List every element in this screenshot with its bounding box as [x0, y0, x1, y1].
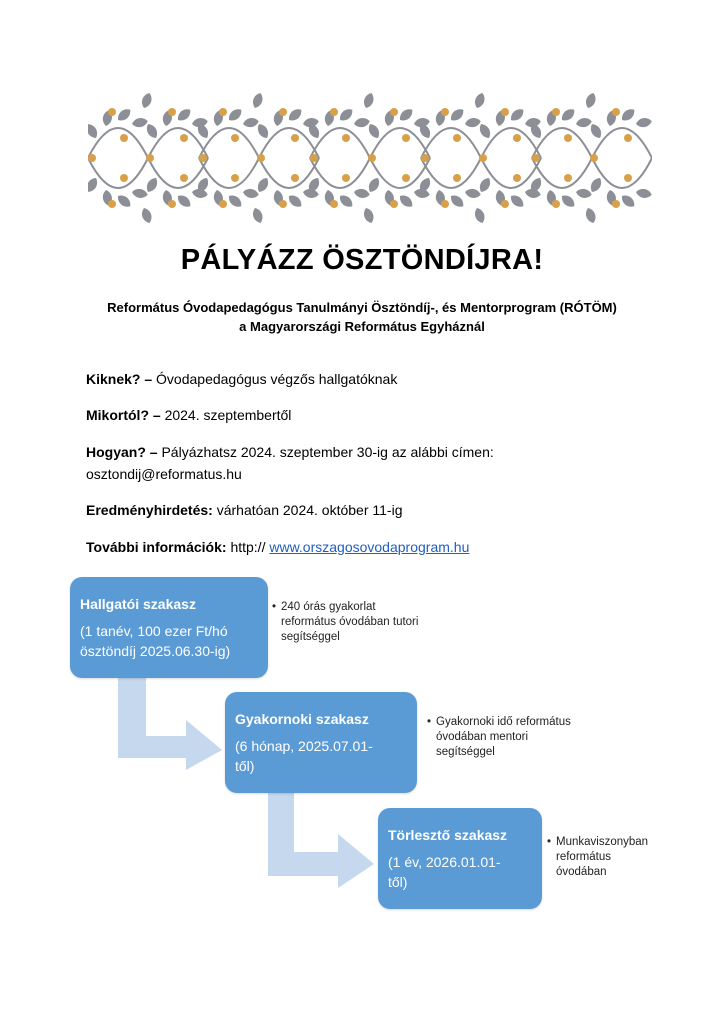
bullet-icon: • — [427, 716, 432, 728]
stage-note-torleszto — [547, 835, 649, 880]
note-line: segítséggel — [281, 631, 340, 643]
page-title: PÁLYÁZZ ÖSZTÖNDÍJRA! — [180, 244, 544, 276]
note-line: református — [556, 851, 611, 863]
stage-detail-line: (6 hónap, 2025.07.01- — [235, 738, 373, 754]
bullet-icon: • — [272, 601, 277, 613]
stage-box-torleszto — [378, 808, 542, 909]
stage-detail-line: től) — [388, 874, 408, 890]
info-hogyan — [86, 441, 494, 485]
stage-detail-line: (1 év, 2026.01.01- — [388, 854, 501, 870]
floral-ornament — [88, 88, 652, 228]
stage-box-gyakornoki — [225, 692, 417, 793]
arrow-stage-1-to-2 — [110, 676, 228, 770]
info-hogyan-email: osztondij@reformatus.hu — [86, 466, 242, 482]
note-line: 240 órás gyakorlat — [281, 601, 376, 613]
stage-title: Hallgatói szakasz — [80, 596, 196, 612]
note-line: óvodában — [556, 866, 607, 878]
subtitle-line-2: a Magyarországi Református Egyháznál — [239, 319, 485, 334]
subtitle-line-1: Református Óvodapedagógus Tanulmányi Ösztöndíj-, és Mentorprogram (RÓTÖM) — [107, 300, 617, 315]
note-line: segítséggel — [436, 746, 495, 758]
note-line: Gyakornoki idő református — [436, 716, 571, 728]
website-link[interactable]: www.orszagosovodaprogram.hu — [269, 539, 470, 555]
info-kiknek-value: Óvodapedagógus végzős hallgatóknak — [156, 371, 398, 387]
info-tovabbi-prefix: http:// — [230, 539, 266, 555]
stage-note-hallgatoi — [272, 600, 419, 645]
stage-box-hallgatoi — [70, 577, 268, 678]
stage-details — [388, 852, 501, 892]
info-kiknek — [86, 368, 397, 390]
info-tovabbi — [86, 536, 469, 558]
stage-details — [235, 736, 373, 776]
info-hogyan-label: Hogyan? – — [86, 444, 158, 460]
stage-title: Gyakornoki szakasz — [235, 711, 369, 727]
arrow-stage-2-to-3 — [262, 792, 380, 888]
bullet-icon: • — [547, 836, 552, 848]
stage-detail-line: től) — [235, 758, 255, 774]
stage-details — [80, 621, 230, 661]
page-subtitle — [0, 298, 724, 336]
info-eredmeny-value: várhatóan 2024. október 11-ig — [216, 502, 403, 518]
note-line: Munkaviszonyban — [556, 836, 649, 848]
stage-detail-line: ösztöndíj 2025.06.30-ig) — [80, 643, 231, 659]
note-line: óvodában mentori — [436, 731, 529, 743]
stage-title: Törlesztő szakasz — [388, 827, 508, 843]
note-line: református óvodában tutori — [281, 616, 419, 628]
stage-detail-line: (1 tanév, 100 ezer Ft/hó — [80, 623, 228, 639]
info-tovabbi-label: További információk: — [86, 539, 227, 555]
stage-note-gyakornoki — [427, 715, 571, 760]
info-hogyan-value: Pályázhatsz 2024. szeptember 30-ig az alábbi címen: — [161, 444, 494, 460]
info-kiknek-label: Kiknek? – — [86, 371, 153, 387]
info-mikortol-label: Mikortól? – — [86, 407, 161, 423]
info-mikortol — [86, 404, 291, 426]
info-mikortol-value: 2024. szeptembertől — [164, 407, 292, 423]
info-eredmeny-label: Eredményhirdetés: — [86, 502, 213, 518]
info-eredmeny — [86, 499, 402, 521]
